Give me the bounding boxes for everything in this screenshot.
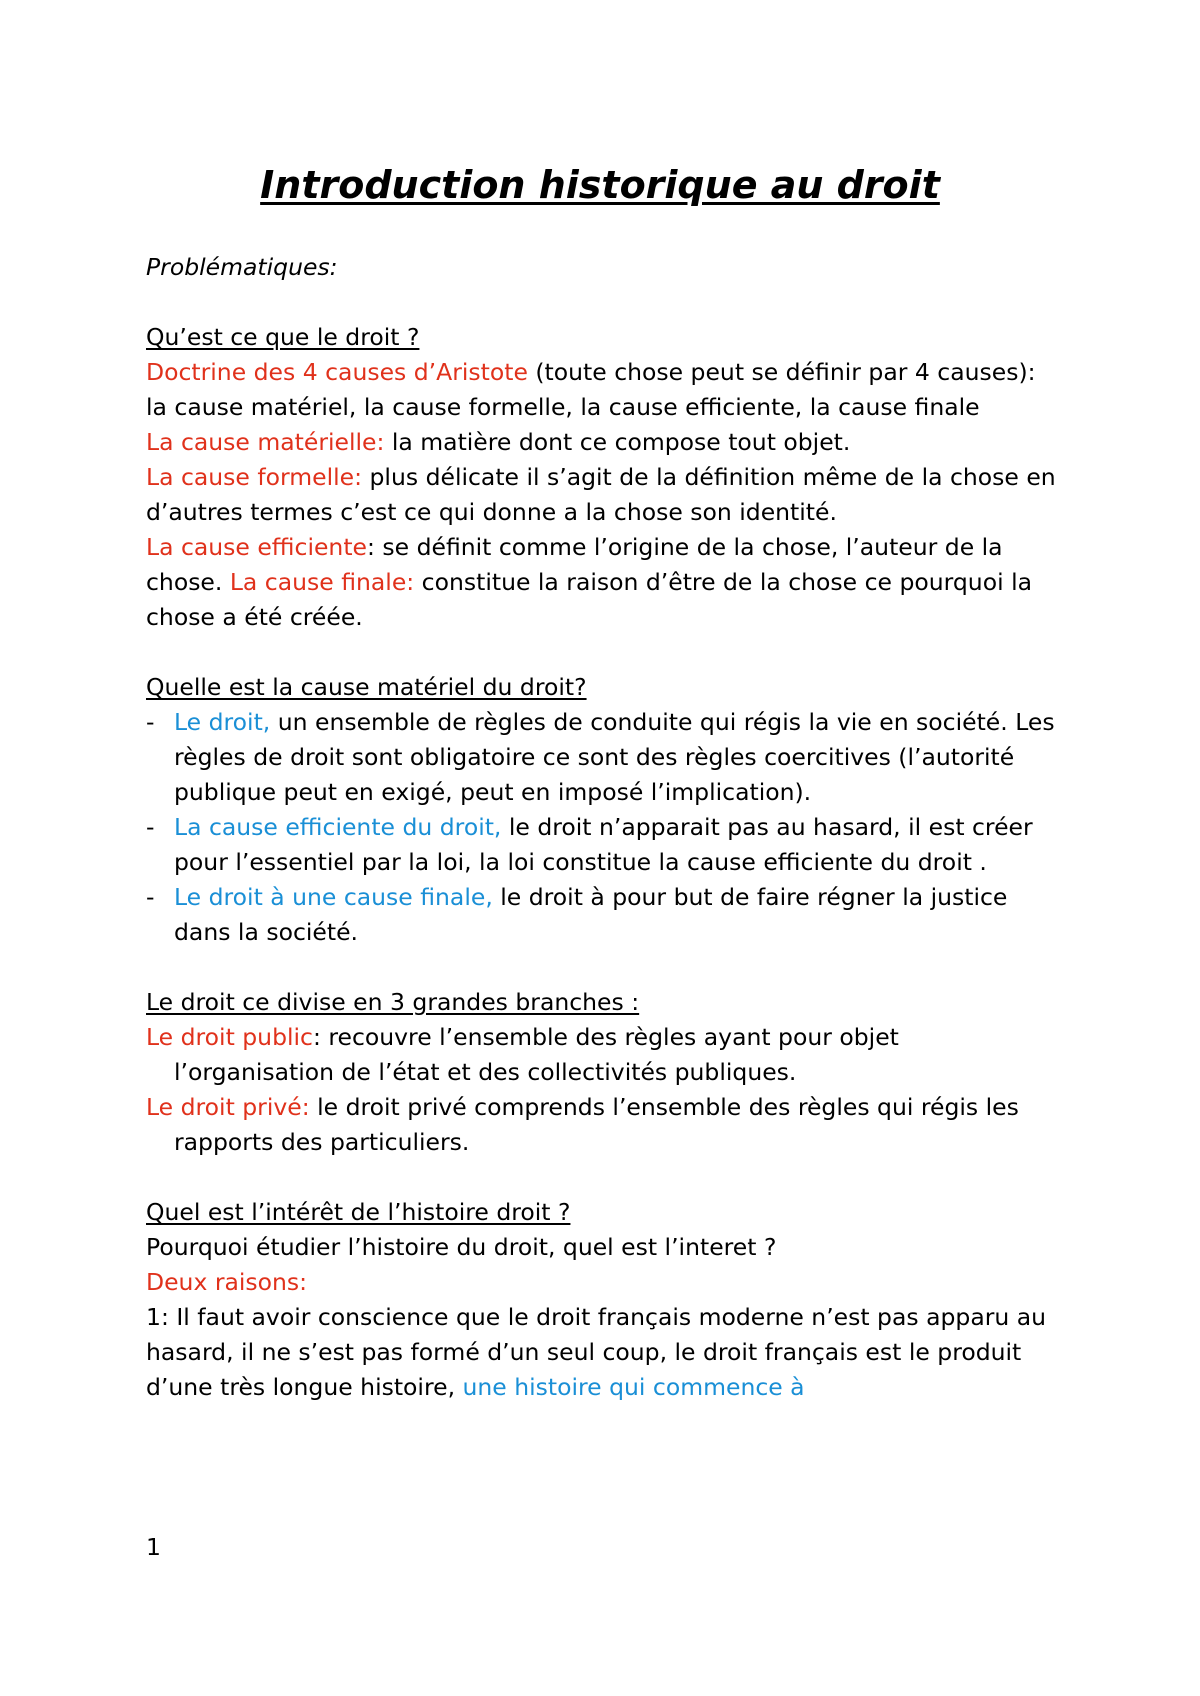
document-body bbox=[146, 250, 1066, 1405]
doctrine-paragraph bbox=[146, 355, 1066, 390]
highlight-red: Le droit privé: bbox=[146, 1093, 310, 1121]
spacer bbox=[146, 635, 1066, 670]
text-span: le droit privé comprends l’ensemble des règles qui régis les rapports des particuliers. bbox=[174, 1093, 1019, 1156]
list-item bbox=[146, 705, 1066, 810]
highlight-blue: Le droit à une cause finale, bbox=[174, 883, 493, 911]
raison-1-paragraph bbox=[146, 1300, 1066, 1405]
deux-raisons-label: Deux raisons: bbox=[146, 1268, 308, 1296]
highlight-red: La cause efficiente bbox=[146, 533, 368, 561]
spacer bbox=[146, 950, 1066, 985]
causes-list-line: la cause matériel, la cause formelle, la cause efficiente, la cause finale bbox=[146, 393, 980, 421]
problematiques-label: Problématiques: bbox=[146, 253, 338, 281]
text-span: (toute chose peut se définir par 4 causes): bbox=[527, 358, 1036, 386]
highlight-red: Doctrine des 4 causes d’Aristote bbox=[146, 358, 528, 386]
droit-prive-paragraph bbox=[146, 1090, 1066, 1160]
highlight-blue: La cause efficiente du droit, bbox=[174, 813, 502, 841]
dash-bullet: - bbox=[146, 883, 155, 911]
droit-public-paragraph bbox=[146, 1020, 1066, 1090]
text-span: : recouvre l’ensemble des règles ayant pour objet l’organisation de l’état et des collectivités publiques. bbox=[174, 1023, 899, 1086]
highlight-red: La cause matérielle: bbox=[146, 428, 385, 456]
spacer bbox=[146, 285, 1066, 320]
dash-bullet: - bbox=[146, 813, 155, 841]
dash-bullet: - bbox=[146, 708, 155, 736]
text-span: plus délicate il s’agit de la définition même de la chose en d’autres termes c’est ce qui donne a la chose son identité. bbox=[146, 463, 1056, 526]
text-span: le droit n’apparait pas au hasard, il est créer pour l’essentiel par la loi, la loi constitue la cause efficiente du droit . bbox=[174, 813, 1033, 876]
page-number: 1 bbox=[146, 1533, 161, 1561]
text-span: : se définit comme l’origine de la chose, l’auteur de la chose. bbox=[146, 533, 1003, 596]
highlight-blue: une histoire qui commence à bbox=[462, 1373, 805, 1401]
text-span: constitue la raison d’être de la chose ce pourquoi la chose a été créée. bbox=[146, 568, 1033, 631]
pourquoi-line: Pourquoi étudier l’histoire du droit, quel est l’interet ? bbox=[146, 1233, 777, 1261]
text-span: 1: Il faut avoir conscience que le droit français moderne n’est pas apparu au hasard, il ne s’est pas formé d’un seul coup, le droit français est le produit d’une très longue histoire, bbox=[146, 1303, 1047, 1401]
highlight-red: La cause finale: bbox=[229, 568, 415, 596]
page-title: Introduction historique au droit bbox=[260, 163, 940, 207]
cause-formelle-paragraph bbox=[146, 460, 1066, 530]
question-heading-1: Qu’est ce que le droit ? bbox=[146, 323, 420, 351]
cause-materielle-paragraph bbox=[146, 425, 1066, 460]
list-item bbox=[146, 880, 1066, 950]
text-span: un ensemble de règles de conduite qui régis la vie en société. Les règles de droit sont obligatoire ce sont des règles coercitives (l’autorité publique peut en exigé, peut en imposé l’implication). bbox=[174, 708, 1055, 806]
highlight-red: Le droit public bbox=[146, 1023, 313, 1051]
text-span: le droit à pour but de faire régner la justice dans la société. bbox=[174, 883, 1008, 946]
spacer bbox=[146, 1160, 1066, 1195]
highlight-red: La cause formelle: bbox=[146, 463, 363, 491]
list-item bbox=[146, 810, 1066, 880]
dash-list bbox=[146, 705, 1066, 950]
question-heading-3: Le droit ce divise en 3 grandes branches : bbox=[146, 988, 640, 1016]
highlight-blue: Le droit, bbox=[174, 708, 271, 736]
question-heading-4: Quel est l’intérêt de l’histoire droit ? bbox=[146, 1198, 571, 1226]
question-heading-2: Quelle est la cause matériel du droit? bbox=[146, 673, 587, 701]
text-span: la matière dont ce compose tout objet. bbox=[384, 428, 851, 456]
cause-efficiente-paragraph bbox=[146, 530, 1066, 635]
